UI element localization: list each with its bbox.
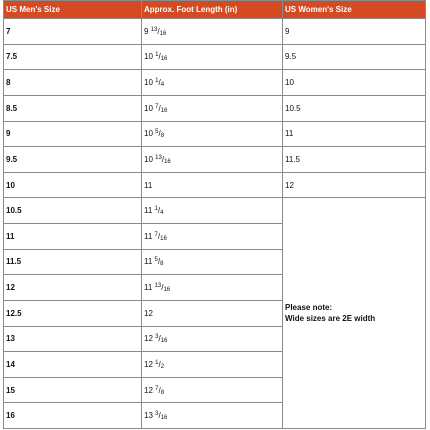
foot-length-cell <box>142 377 283 403</box>
table-row <box>4 198 426 224</box>
length-whole: 11 <box>144 180 153 190</box>
length-denominator: 4 <box>160 210 164 217</box>
table-row <box>4 70 426 96</box>
length-numerator: 7 <box>155 103 159 110</box>
length-numerator: 13 <box>155 154 162 161</box>
length-whole: 12 <box>144 359 153 369</box>
mens-size-cell: 10 <box>4 172 142 198</box>
foot-length-cell <box>142 121 283 147</box>
foot-length-cell <box>142 95 283 121</box>
table-row <box>4 44 426 70</box>
length-numerator: 13 <box>150 26 158 33</box>
length-numerator: 7 <box>154 231 158 238</box>
length-denominator: 16 <box>163 287 171 294</box>
length-numerator: 3 <box>155 411 159 418</box>
wide-size-note <box>283 198 426 429</box>
foot-length-cell <box>142 249 283 275</box>
mens-size-cell: 7 <box>4 19 142 45</box>
foot-length-cell <box>142 172 283 198</box>
length-numerator: 1 <box>154 206 158 213</box>
length-whole: 10 <box>144 78 153 88</box>
foot-length-cell <box>142 44 283 70</box>
mens-size-cell: 10.5 <box>4 198 142 224</box>
length-numerator: 3 <box>155 334 159 341</box>
foot-length-cell <box>142 19 283 45</box>
foot-length-value: 12 $^1/_2$ <box>144 359 165 370</box>
length-whole: 9 <box>144 26 149 36</box>
length-denominator: 2 <box>160 363 165 370</box>
length-denominator: 8 <box>160 261 164 268</box>
foot-length-value <box>144 181 152 190</box>
womens-size-cell: 10.5 <box>283 95 426 121</box>
length-denominator: 16 <box>160 235 167 242</box>
mens-size-cell: 12.5 <box>4 300 142 326</box>
foot-length-value: 10 $^{13}/_{16}$ <box>144 154 171 165</box>
foot-length-cell <box>142 224 283 250</box>
length-denominator: 16 <box>160 415 168 422</box>
foot-length-cell <box>142 275 283 301</box>
header-womens-size: US Women's Size <box>283 1 426 19</box>
length-whole: 11 <box>144 231 153 241</box>
length-whole: 11 <box>144 283 153 293</box>
foot-length-value: 9 $^{13}/_{16}$ <box>144 26 167 37</box>
header-row <box>4 1 426 19</box>
length-numerator: 1 <box>155 78 159 85</box>
mens-size-cell: 8 <box>4 70 142 96</box>
length-denominator: 16 <box>160 107 168 114</box>
table-row <box>4 19 426 45</box>
length-numerator: 5 <box>155 129 159 136</box>
foot-length-value: 10 $^5/_8$ <box>144 129 165 140</box>
foot-length-cell <box>142 70 283 96</box>
foot-length-value: 10 $^7/_{16}$ <box>144 103 168 114</box>
length-whole: 12 <box>144 334 153 344</box>
length-whole: 12 <box>144 308 153 318</box>
mens-size-cell: 9.5 <box>4 147 142 173</box>
header-mens-size: US Men's Size <box>4 1 142 19</box>
length-whole: 13 <box>144 411 153 421</box>
length-whole: 10 <box>144 52 153 62</box>
foot-length-value: 12 $^7/_8$ <box>144 385 165 396</box>
length-numerator: 1 <box>155 359 159 366</box>
mens-size-cell: 8.5 <box>4 95 142 121</box>
table-row <box>4 172 426 198</box>
size-chart-table <box>3 0 426 429</box>
foot-length-value <box>144 309 153 318</box>
length-denominator: 16 <box>159 30 167 37</box>
length-denominator: 8 <box>160 389 165 396</box>
length-whole: 10 <box>144 129 153 139</box>
womens-size-cell: 9.5 <box>283 44 426 70</box>
foot-length-cell <box>142 198 283 224</box>
foot-length-value: 11 $^7/_{16}$ <box>144 231 167 242</box>
table-row <box>4 95 426 121</box>
length-denominator: 4 <box>160 82 165 89</box>
length-denominator: 8 <box>160 133 165 140</box>
foot-length-cell <box>142 326 283 352</box>
foot-length-value: 11 $^{13}/_{16}$ <box>144 283 171 294</box>
note-title: Please note: <box>285 303 333 313</box>
length-denominator: 16 <box>160 56 168 63</box>
length-whole: 10 <box>144 103 153 113</box>
length-numerator: 13 <box>154 283 162 290</box>
womens-size-cell: 11 <box>283 121 426 147</box>
mens-size-cell: 15 <box>4 377 142 403</box>
length-whole: 12 <box>144 385 153 395</box>
length-numerator: 7 <box>155 385 159 392</box>
mens-size-cell: 12 <box>4 275 142 301</box>
womens-size-cell: 11.5 <box>283 147 426 173</box>
size-chart-body <box>4 19 426 429</box>
foot-length-cell <box>142 352 283 378</box>
foot-length-cell <box>142 147 283 173</box>
foot-length-value: 12 $^3/_{16}$ <box>144 334 168 345</box>
mens-size-cell: 13 <box>4 326 142 352</box>
mens-size-cell: 11 <box>4 224 142 250</box>
mens-size-cell: 16 <box>4 403 142 429</box>
foot-length-cell <box>142 300 283 326</box>
length-whole: 11 <box>144 206 153 216</box>
table-row <box>4 147 426 173</box>
womens-size-cell: 9 <box>283 19 426 45</box>
foot-length-value: 13 $^3/_{16}$ <box>144 411 168 422</box>
length-denominator: 16 <box>164 158 171 165</box>
length-whole: 11 <box>144 257 153 267</box>
mens-size-cell: 9 <box>4 121 142 147</box>
womens-size-cell: 12 <box>283 172 426 198</box>
length-numerator: 5 <box>154 257 158 264</box>
length-numerator: 1 <box>155 52 159 59</box>
header-foot-length: Approx. Foot Length (in) <box>142 1 283 19</box>
foot-length-value: 11 $^1/_4$ <box>144 206 164 217</box>
mens-size-cell: 14 <box>4 352 142 378</box>
womens-size-cell: 10 <box>283 70 426 96</box>
length-denominator: 16 <box>160 338 168 345</box>
foot-length-value: 11 $^5/_8$ <box>144 257 164 268</box>
mens-size-cell: 7.5 <box>4 44 142 70</box>
foot-length-value: 10 $^1/_{16}$ <box>144 52 168 63</box>
foot-length-cell <box>142 403 283 429</box>
mens-size-cell: 11.5 <box>4 249 142 275</box>
length-whole: 10 <box>144 154 153 164</box>
note-text: Wide sizes are 2E width <box>285 314 376 324</box>
foot-length-value: 10 $^1/_4$ <box>144 78 165 89</box>
table-row <box>4 121 426 147</box>
